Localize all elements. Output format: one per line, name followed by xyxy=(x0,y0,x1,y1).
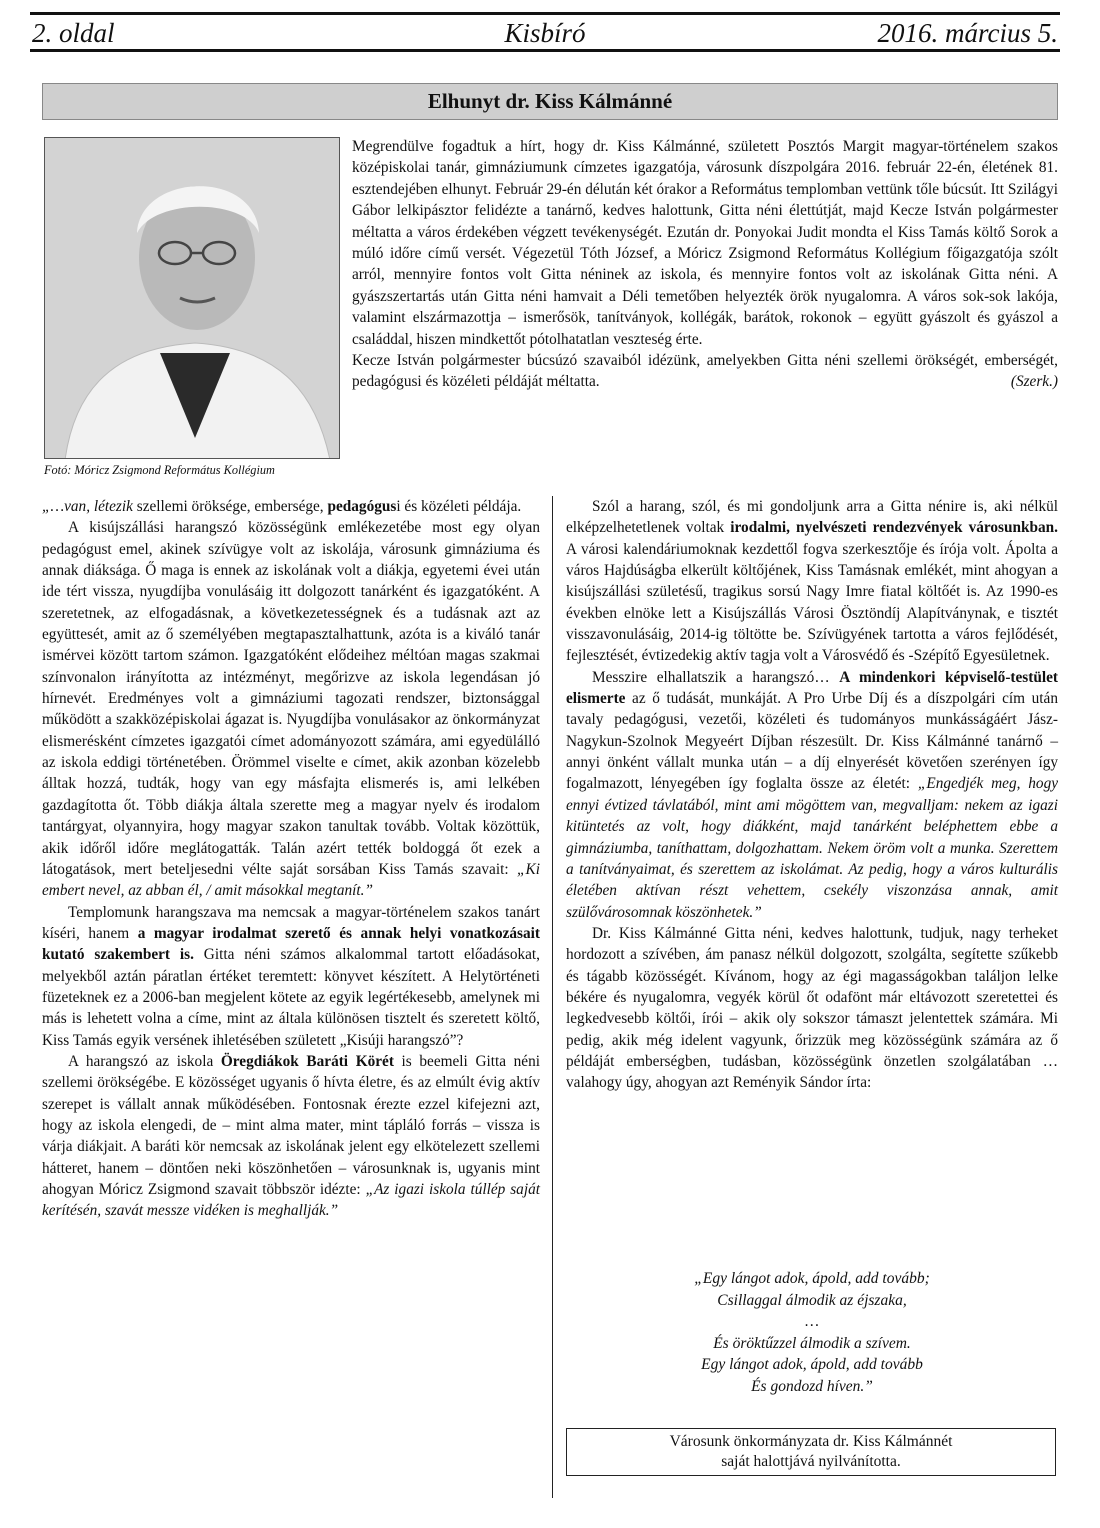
intro-paragraph: Megrendülve fogadtuk a hírt, hogy dr. Kiss Kálmánné, született Posztós Margit magyar-történelem szakos középiskolai tanár, gimnáziumunk címzetes igazgatója, városunk díszpolgára 2016. február 22-én, életének 81. esztendejében elhunyt. Február 29-én délután két órakor a Református templomban vettünk tőle búcsút. Itt Szilágyi Gábor lelkipásztor felidézte a tanárnő, kedves halottunk, Gitta néni élettútját, majd Kecze István polgármester méltatta a város érdekében végzett tevékenységét. Ezután dr. Ponyokai Judit mondta el Kiss Tamás költő Sorok a múló időre című versét. Végezetül Tóth József, a Móricz Zsigmond Református Kollégium főigazgatója szólt arról, mennyire fontos volt Gitta néninek az iskola, és mennyire fontos volt az iskolának Gitta néni. A gyászszertartás után Gitta néni hamvait a Déli temetőben helyezték örök nyugalomra. A város sok-sok lakója, valamint elszármazottja – ismerősök, tanítványok, kollégák, barátok, rokonok – együtt gyászolt és gyászol a családdal, hiszen mindkettőt pótolhatatlan veszteség érte. xyxy=(352,138,1059,348)
notice-line: saját halottjává nyilvánította. xyxy=(721,1453,901,1470)
issue-date: 2016. március 5. xyxy=(877,18,1058,48)
portrait-photo xyxy=(44,137,340,459)
paragraph: A harangszó az iskola Öregdiákok Baráti Körét is beemeli Gitta néni szellemi örökségébe. E közösséget ugyanis ő hívta életre, és az elmúlt évig aktív szerepet is vállalt annak működésében. Fontosnak érezte ezzel kifejezni azt, hogy az iskola elengedi, de – mint alma mater, mint tápláló forrás – vissza is várja diákjait. A baráti kör nemcsak az iskolának jelent egy elkötelezett szellemi hátteret, hanem – döntően neki köszönhetően – városunknak is, ugyanis mint ahogyan Móricz Zsigmond szavait többször idézte: „Az igazi iskola túllép saját kerítésén, szavát messze vidéken is meghallják.” xyxy=(42,1052,540,1220)
article-intro xyxy=(352,136,1058,393)
left-column xyxy=(42,496,540,1222)
article-title: Elhunyt dr. Kiss Kálmánné xyxy=(42,83,1058,120)
poem-line: És gondozd híven.” xyxy=(751,1377,873,1395)
notice-box xyxy=(566,1428,1056,1476)
right-column xyxy=(566,496,1058,1094)
intro-paragraph-2: Kecze István polgármester búcsúzó szavaiból idézünk, amelyekben Gitta néni szellemi örökségét, emberségét, pedagógusi és közéleti példáját méltatta. (Szerk.) xyxy=(352,350,1058,393)
poem-line: És öröktűzzel álmodik a szívem. xyxy=(713,1334,911,1352)
poem-line: Csillaggal álmodik az éjszaka, xyxy=(717,1291,907,1309)
column-divider xyxy=(552,496,553,1498)
portrait-illustration xyxy=(45,138,340,459)
poem-quote xyxy=(566,1268,1058,1397)
page-header xyxy=(30,17,1060,49)
poem-line: „Egy lángot adok, ápold, add tovább; xyxy=(694,1270,930,1287)
newspaper-name: Kisbíró xyxy=(504,18,586,48)
paragraph: Templomunk harangszava ma nemcsak a magyar-történelem szakos tanárt kíséri, hanem a magyar irodalmat szerető és annak helyi vonatkozásait kutató szakembert is. Gitta néni számos alkalommal tartott előadásokat, melyekből aztán páratlan értéket teremtett: könyvet készített. A Helytörténeti füzeteknek ez a 2006-ban megjelent kötete az egyik legértékesebb, amelynek mi más is lehetett volna a címe, mint az általa különösen tisztelt és szeretett költő, Kiss Tamás egyik versének ihletésében született „Kisúji harangszó”? xyxy=(42,903,540,1049)
page-number: 2. oldal xyxy=(32,18,115,48)
paragraph: „…van, létezik szellemi öröksége, embersége, pedagógusi és közéleti példája. xyxy=(42,498,522,515)
poem-line: … xyxy=(805,1313,819,1330)
paragraph: Messzire elhallatszik a harangszó… A mindenkori képviselő-testület elismerte az ő tudását, munkáját. A Pro Urbe Díj és a díszpolgári cím után tavaly pedagógusi, vezetői, közéleti és tudományos munkásságáért Jász-Nagykun-Szolnok Megyeért Díjban részesült. Dr. Kiss Kálmánné tanárnő – annyi önként vállalt munka után – a díj elnyerését követően szerényen így fogalmazott, lényegében így foglalta össze az életét: „Engedjék meg, hogy ennyi évtized távlatából, mint ami mögöttem van, megvalljam: nekem az igazi kitüntetés az volt, hogy diákként, majd tanárként beléphettem ebbe a gimnáziumba, taníthattam, dolgozhattam. Nekem öröm volt a munka. Szerettem a tanítványaimat, és szerettem az iskolámat. Az pedig, hogy a város kulturális életében aktívan részt vehettem, csekély viszonzása annak, amit szülővárosomnak köszönhetek.” xyxy=(566,668,1059,921)
paragraph: Dr. Kiss Kálmánné Gitta néni, kedves halottunk, tudjuk, nagy terheket hordozott a szívében, ám panasz nélkül dolgozott, szolgálta, segítette szűkebb és tágabb közösségét. Kívánom, hogy az égi magasságokban találjon lelke békére és nyugalomra, vegyék körül őt odafönt már eltávozott szeretettei és legkedvesebb költői, írói – akik oly sokszor támaszt jelentettek számára. Mi pedig, akik még idelent vagyunk, őrizzük meg közösségünk számára az ő példáját emberségben, tudásban, közösségünk önzetlen szolgálatában … valahogy úgy, ahogyan azt Reményik Sándor írta: xyxy=(566,924,1058,1092)
editor-signature: (Szerk.) xyxy=(1010,373,1058,391)
paragraph: Szól a harang, szól, és mi gondoljunk arra a Gitta nénire is, aki nélkül elképzelhetetlenek voltak irodalmi, nyelvészeti rendezvények városunkban. A városi kalendáriumoknak kezdettől fogva szerkesztője és írója volt. Ápolta a város Hajdúságba elkerült költőjének, Kiss Tamásnak emlékét, mint ahogyan a kisújszállási születésű, tragikus sorsú Nagy Imre fiatal költőét is. Az 1990-es években elnöke lett a Kisújszállás Városi Ösztöndíj Alapítványnak, e tisztét visszavonulásáig, 2014-ig töltötte be. Szívügyének tartotta a város fejlődését, fejlesztését, évtizedekig aktív tagja volt a Városvédő és -Szépítő Egyesületnek. xyxy=(566,498,1058,665)
header-rule-top xyxy=(30,12,1060,15)
poem-line: Egy lángot adok, ápold, add tovább xyxy=(701,1356,923,1373)
notice-line: Városunk önkormányzata dr. Kiss Kálmánnét xyxy=(669,1433,953,1450)
paragraph: A kisújszállási harangszó közösségünk emlékezetébe most egy olyan pedagógust emel, akinek szívügye volt az iskolája, városunk gimnáziuma és annak diáksága. Ő maga is ennek az iskolának volt a diákja, egyetemi évei után ide tért vissza, nyugdíjba vonulásáig itt dolgozott tanárként és igazgatóként. A szeretetnek, az elfogadásnak, a következetességnek és a tudásnak azt az együttesét, amit az ő személyében megtapasztalhattunk, azóta is a kiváló tanár ismérvei között tartom számon. Igazgatóként elődeihez méltóan magas szakmai színvonalon irányította az intézményt, megőrizve az iskola legendásan jó hírnevét. Eredményes volt a gimnáziumi tagozati rendszer, biztonsággal működött a szakközépiskolai ágazat is. Nyugdíjba vonulásakor az önkormányzat elismerésként címzetes igazgatói címet adományozott számára, ami egyedülálló az iskola eddigi történetében. Örömmel viselte e címet, akik azonban közelebb álltak hozzá, tudták, hogy van egy másfajta elismerés is, ami lelkében gazdagította őt. Több diákja általa szerette meg a magyar nyelv és irodalom tantárgyat, olyannyira, hogy magyar szakon tanultak tovább. Voltak közöttük, akik időről időre meglátogatták. Talán azért tették boldoggá őt ezek a látogatások, mert beteljesedni vélte saját sorsában Kiss Tamás szavait: „Ki embert nevel, az abban él, / amit másokkal megtanít.” xyxy=(42,519,540,900)
header-rule-bottom xyxy=(30,49,1060,52)
photo-caption: Fotó: Móricz Zsigmond Református Kollégium xyxy=(44,463,275,477)
